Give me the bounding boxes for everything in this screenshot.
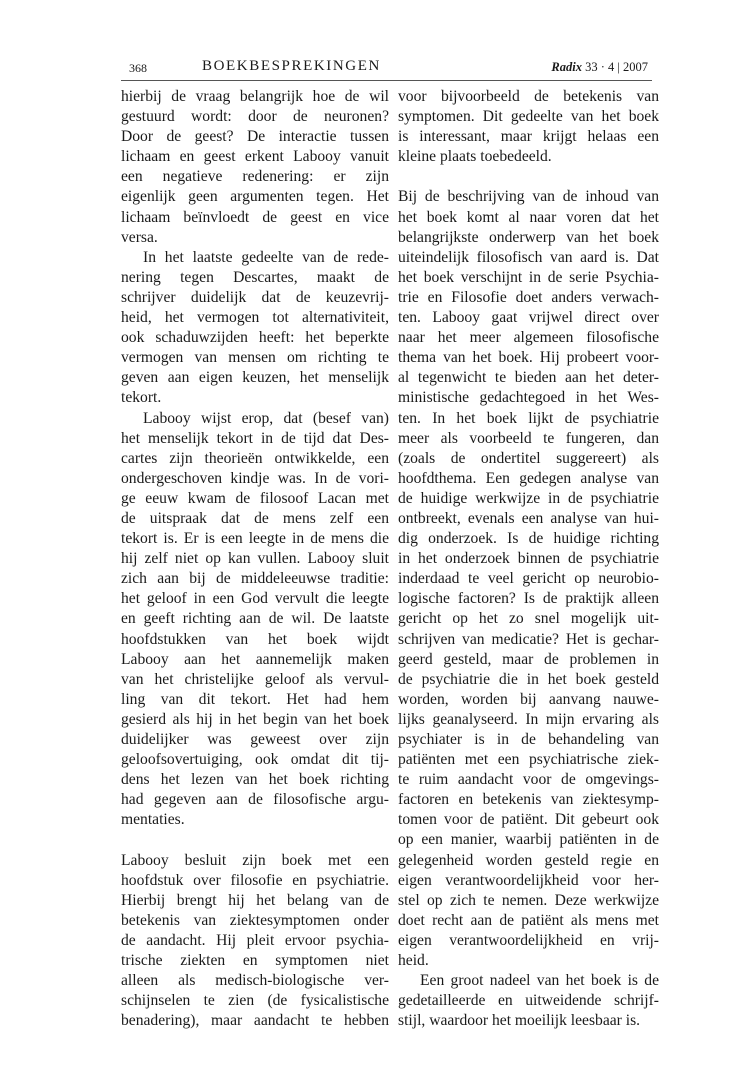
text-line: lijks geanalyseerd. In mijn ervaring als	[398, 710, 659, 728]
text-line: schijnselen te zien (de fysicalistische	[121, 992, 389, 1010]
journal-issue: 33 · 4 | 2007	[585, 60, 648, 74]
paragraph-spacer	[121, 830, 389, 850]
paragraph-spacer	[398, 167, 659, 187]
text-line: geloofsovertuiging, ook omdat dit tij-	[121, 751, 389, 769]
paragraph	[121, 851, 389, 1032]
text-line: op een manier, waarbij patiënten in de	[398, 831, 659, 849]
text-line: geerd gesteld, maar de problemen in	[398, 650, 659, 668]
text-line: naar het meer algemeen filosofische	[398, 329, 659, 347]
paragraph	[121, 87, 389, 248]
text-line: nering tegen Descartes, maakt de	[121, 268, 389, 286]
text-line: Door de geest? De interactie tussen	[121, 128, 389, 146]
text-line: hoofdstukken van het boek wijdt	[121, 630, 389, 648]
paragraph	[398, 971, 659, 1031]
text-line: dig onderzoek. Is de huidige richting	[398, 530, 659, 548]
text-line: ge eeuw kwam de filosoof Lacan met	[121, 489, 389, 507]
text-line: ten. Labooy gaat vrijwel direct over	[398, 309, 659, 327]
text-line: hierbij de vraag belangrijk hoe de wil	[121, 88, 389, 105]
text-line: uiteindelijk filosofisch van aard is. Dat	[398, 248, 659, 266]
text-line: al tegenwicht te bieden aan het deter-	[398, 369, 659, 387]
text-line: had gegeven aan de filosofische argu-	[121, 791, 389, 809]
text-line: belangrijkste onderwerp van het boek	[398, 228, 659, 246]
text-line: versa.	[121, 228, 158, 246]
text-line: Labooy aan het aannemelijk maken	[121, 650, 389, 668]
text-line: ten. In het boek lijkt de psychiatrie	[398, 409, 659, 427]
text-line: eigen verantwoordelijkheid voor her-	[398, 871, 659, 889]
text-line: heid.	[398, 952, 429, 970]
paragraph	[121, 248, 389, 409]
page-number: 368	[129, 61, 147, 75]
text-line: de huidige werkwijze in de psychiatrie	[398, 489, 659, 507]
text-line: Bij de beschrijving van de inhoud van	[398, 188, 659, 206]
text-line: gesierd als hij in het begin van het boek	[121, 710, 389, 728]
text-line: factoren en betekenis van ziektesymp-	[398, 791, 659, 809]
text-line: ondergeschoven kindje was. In de vori-	[121, 469, 389, 487]
text-line: het geloof in een God vervult die leegte	[121, 590, 389, 608]
text-line: Labooy besluit zijn boek met een	[121, 851, 389, 869]
text-line: symptomen. Dit gedeelte van het boek	[398, 108, 659, 126]
text-line: eigenlijk geen argumenten tegen. Het	[121, 188, 389, 206]
text-line: te ruim aandacht voor de omgevings-	[398, 771, 659, 789]
text-line: trie en Filosofie doet anders verwach-	[398, 288, 659, 306]
text-line: Labooy wijst erop, dat (besef van)	[143, 409, 389, 427]
text-line: ministische gedachtegoed in het Wes-	[398, 389, 659, 407]
text-line: betekenis van ziektesymptomen onder	[121, 911, 389, 929]
text-line: mentaties.	[121, 811, 185, 829]
text-line: is interessant, maar krijgt helaas een	[398, 128, 659, 146]
text-line: psychiater is in de behandeling van	[398, 731, 659, 748]
text-line: In het laatste gedeelte van de rede-	[143, 248, 389, 266]
text-line: van het christelijke geloof als vervul-	[121, 670, 389, 688]
text-line: gericht op het zo snel mogelijk uit-	[398, 610, 659, 628]
text-line: hij zelf niet op kan vullen. Labooy sluit	[121, 550, 389, 568]
text-line: lichaam beïnvloedt de geest en vice	[121, 208, 389, 226]
text-line: kleine plaats toebedeeld.	[398, 148, 552, 166]
text-line: stijl, waardoor het moeilijk leesbaar is.	[398, 1012, 641, 1030]
text-line: in het onderzoek binnen de psychiatrie	[398, 550, 659, 568]
text-line: het boek verschijnt in de serie Psychia-	[398, 268, 659, 286]
text-line: thema van het boek. Hij probeert voor-	[398, 349, 659, 367]
text-line: voor bijvoorbeeld de betekenis van	[398, 88, 659, 105]
text-line: inderdaad te veel gericht op neurobio-	[398, 570, 659, 588]
text-line: heid, het vermogen tot alternativiteit,	[121, 309, 389, 327]
text-line: tomen voor de patiënt. Dit gebeurt ook	[398, 811, 659, 829]
text-line: een negatieve redenering: er zijn	[121, 168, 389, 186]
text-line: eigen verantwoordelijkheid en vrij-	[398, 931, 659, 949]
text-line: gelegenheid worden gesteld regie en	[398, 851, 659, 869]
text-line: lichaam en geest erkent Labooy vanuit	[121, 148, 389, 166]
text-line: logische factoren? Is de praktijk alleen	[398, 590, 659, 608]
text-line: hoofdstuk over filosofie en psychiatrie.	[121, 871, 389, 889]
paragraph	[398, 87, 659, 167]
text-line: stel op zich te nemen. Deze werkwijze	[398, 891, 659, 909]
text-line: de aandacht. Hij pleit ervoor psychia-	[121, 931, 389, 949]
journal-name: Radix	[551, 60, 582, 74]
text-line: ontbreekt, evenals een analyse van hui-	[398, 509, 659, 527]
journal-reference	[551, 60, 648, 75]
text-line: Een groot nadeel van het boek is de	[420, 972, 659, 990]
text-line: dens het lezen van het boek richting	[121, 771, 389, 789]
running-header	[121, 58, 652, 81]
text-line: het menselijk tekort in de tijd dat Des-	[121, 429, 389, 447]
text-line: het boek komt al naar voren dat het	[398, 208, 659, 226]
text-column-left	[121, 87, 389, 1031]
text-line: benadering), maar aandacht te hebben	[121, 1012, 389, 1030]
text-line: duidelijker was geweest over zijn	[121, 731, 389, 748]
text-line: gedetailleerde en uitweidende schrijf-	[398, 992, 659, 1010]
text-line: geven aan eigen keuzen, het menselijk	[121, 369, 389, 387]
text-line: schrijven van medicatie? Het is gechar-	[398, 630, 659, 648]
text-line: cartes zijn theorieën ontwikkelde, een	[121, 449, 389, 467]
text-line: vermogen van mensen om richting te	[121, 349, 389, 367]
text-line: alleen als medisch-biologische ver-	[121, 972, 389, 990]
text-line: doet recht aan de patiënt als mens met	[398, 911, 659, 929]
text-line: tekort is. Er is een leegte in de mens die	[121, 530, 389, 548]
text-column-right	[398, 87, 659, 1031]
text-line: en geeft richting aan de wil. De laatste	[121, 610, 389, 628]
text-line: ook schaduwzijden heeft: het beperkte	[121, 329, 389, 347]
paragraph	[398, 187, 659, 971]
text-line: meer als voorbeeld te fungeren, dan	[398, 429, 659, 447]
text-line: ling van dit tekort. Het had hem	[121, 690, 389, 708]
text-line: trische ziekten en symptomen niet	[121, 952, 389, 970]
section-title: BOEKBESPREKINGEN	[202, 58, 381, 74]
text-line: zich aan bij de middeleeuwse traditie:	[121, 570, 389, 588]
text-line: de uitspraak dat de mens zelf een	[121, 509, 389, 527]
text-line: worden, worden bij aanvang nauwe-	[398, 690, 659, 708]
text-line: patiënten met een psychiatrische ziek-	[398, 751, 659, 769]
text-line: tekort.	[121, 389, 162, 407]
text-line: gestuurd wordt: door de neuronen?	[121, 108, 389, 126]
text-line: hoofdthema. Een gedegen analyse van	[398, 469, 659, 487]
text-line: (zoals de ondertitel suggereert) als	[398, 449, 659, 467]
text-line: de psychiatrie die in het boek gesteld	[398, 670, 659, 688]
text-line: Hierbij brengt hij het belang van de	[121, 891, 389, 909]
paragraph	[121, 409, 389, 831]
text-line: schrijver duidelijk dat de keuzevrij-	[121, 288, 389, 306]
